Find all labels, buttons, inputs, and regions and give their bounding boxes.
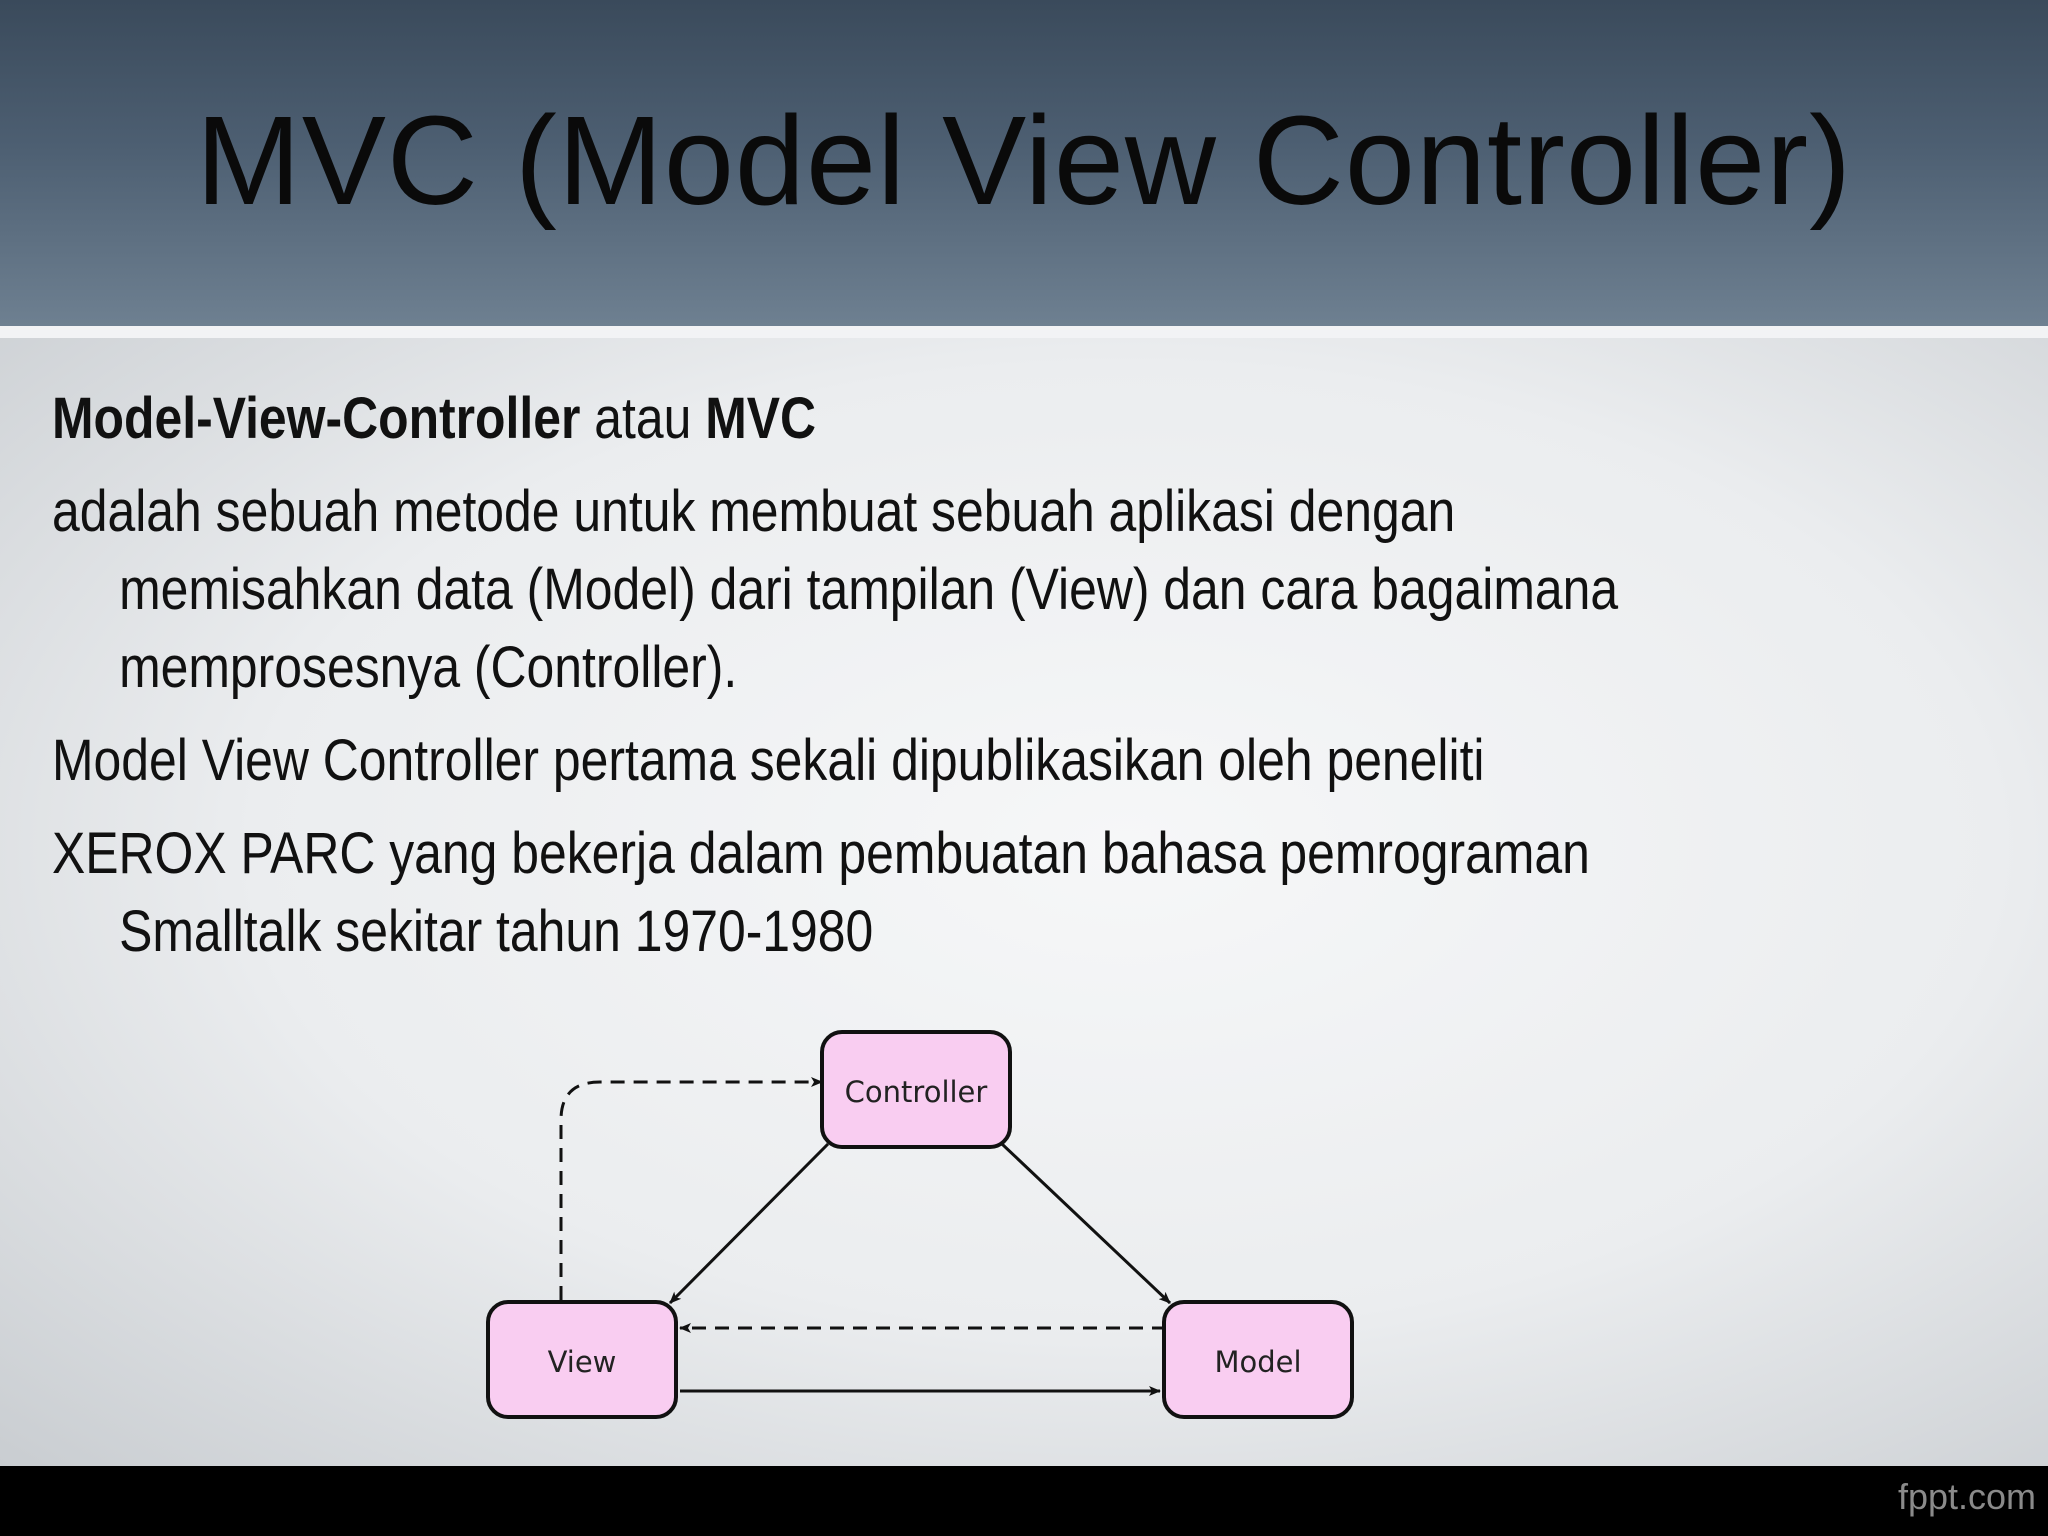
mvc-diagram bbox=[470, 1020, 1370, 1430]
term-connector: atau bbox=[580, 386, 706, 451]
body-text bbox=[52, 380, 1686, 986]
paragraph-history-1: Model View Controller pertama sekali dipublikasikan oleh peneliti bbox=[52, 728, 1485, 793]
node-view bbox=[488, 1302, 676, 1417]
node-model-label: Model bbox=[1214, 1345, 1302, 1379]
paragraph-mvc-name bbox=[52, 380, 1686, 458]
header-divider bbox=[0, 326, 2048, 338]
node-controller bbox=[822, 1032, 1010, 1147]
node-model bbox=[1164, 1302, 1352, 1417]
paragraph-definition: adalah sebuah metode untuk membuat sebuah aplikasi dengan memisahkan data (Model) dari tampilan (View) dan cara bagaimana memprosesnya (Controller). bbox=[52, 479, 1619, 700]
term-mvc: MVC bbox=[705, 386, 817, 451]
arrow-controller-to-view bbox=[670, 1144, 828, 1303]
node-view-label: View bbox=[547, 1345, 617, 1379]
paragraph-history-2: XEROX PARC yang bekerja dalam pembuatan bahasa pemrograman Smalltalk sekitar tahun 1970-1980 bbox=[52, 821, 1590, 964]
arrow-controller-to-model bbox=[1002, 1144, 1170, 1303]
term-model-view-controller: Model-View-Controller bbox=[52, 386, 581, 451]
slide-footer bbox=[0, 1466, 2048, 1536]
slide-title: MVC (Model View Controller) bbox=[195, 90, 1853, 231]
footer-brand-text: fppt.com bbox=[1897, 1476, 2036, 1517]
node-controller-label: Controller bbox=[844, 1075, 988, 1109]
